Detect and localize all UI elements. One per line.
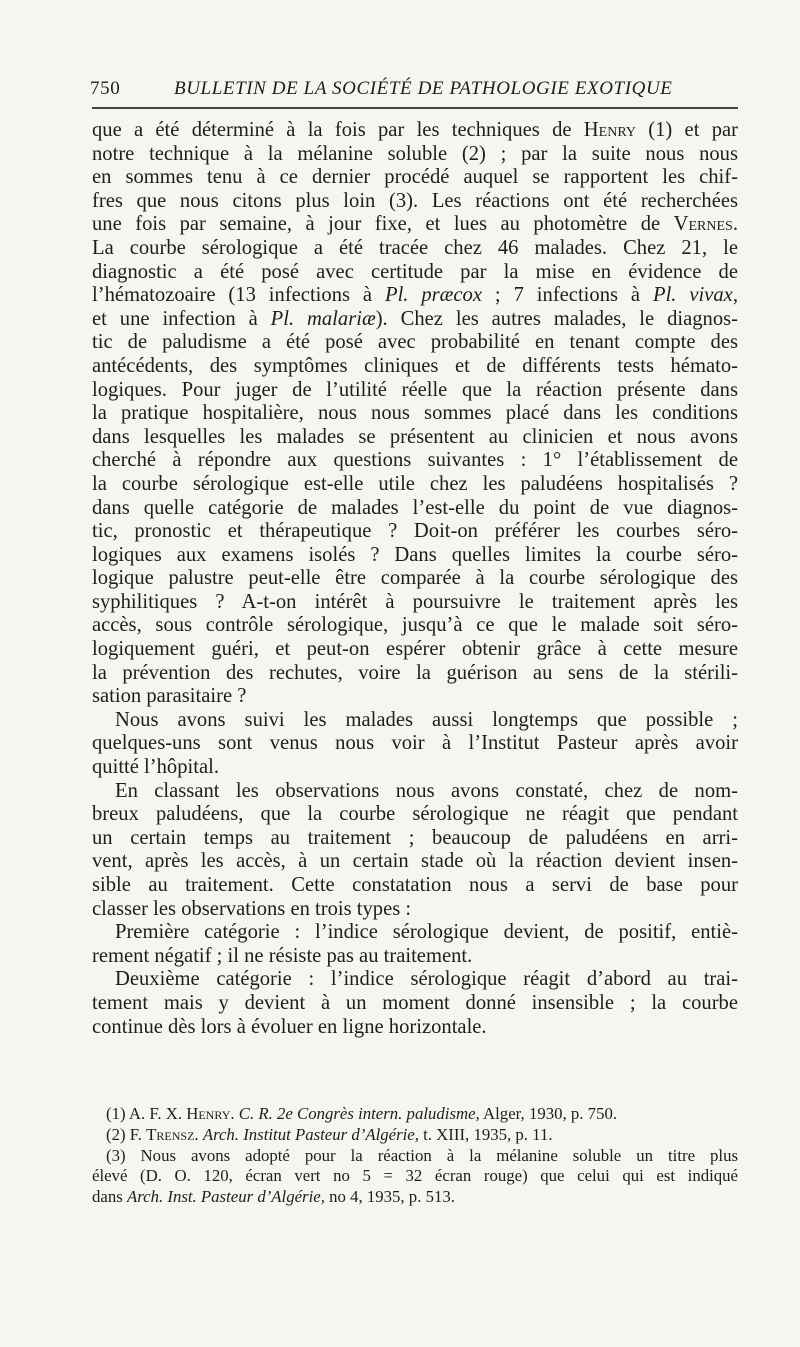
paragraph-first-line: Deuxième catégorie : l’indice sérologique réagit d’abord au trai- <box>115 968 738 991</box>
text-line: la prévention des rechutes, voire la guérison au sens de la stérili- <box>92 661 738 684</box>
text-line: syphilitiques ? A-t-on intérêt à poursuivre le traitement après les <box>92 590 738 613</box>
text-line: logique palustre peut-elle être comparée à la courbe sérologique des <box>92 567 738 590</box>
text-line: sation parasitaire ? <box>92 685 247 708</box>
main-text <box>92 119 738 1039</box>
text-line: cherché à répondre aux questions suivantes : 1° l’établissement de <box>92 449 738 472</box>
paragraph-first-line: Première catégorie : l’indice sérologique devient, de positif, entiè- <box>115 921 738 944</box>
paragraph-first-line: En classant les observations nous avons constaté, chez de nom- <box>115 779 738 802</box>
text-line: dans quelle catégorie de malades l’est-elle du point de vue diagnos- <box>92 496 738 519</box>
footnote-3-line: élevé (D. O. 120, écran vert no 5 = 32 écran rouge) que celui qui est indiqué <box>92 1166 738 1186</box>
text-line: que a été déterminé à la fois par les techniques de Henry (1) et par <box>92 119 738 141</box>
text-line: classer les observations en trois types : <box>92 897 412 920</box>
text-line: diagnostic a été posé avec certitude par la mise en évidence de <box>92 260 738 283</box>
text-line: et une infection à Pl. malariæ). Chez les autres malades, le diagnos- <box>92 307 739 330</box>
text-line: l’hématozoaire (13 infections à Pl. præcox ; 7 infections à Pl. vivax, <box>92 284 738 307</box>
text-line: rement négatif ; il ne résiste pas au traitement. <box>92 944 473 967</box>
footnote-3: (3) Nous avons adopté pour la réaction à la mélanine soluble un titre plus <box>106 1145 738 1165</box>
text-line: logiques. Pour juger de l’utilité réelle que la réaction présente dans <box>92 378 738 401</box>
text-line: fres que nous citons plus loin (3). Les réactions ont été recherchées <box>92 189 738 212</box>
text-line: notre technique à la mélanine soluble (2) ; par la suite nous nous <box>92 142 738 165</box>
text-line: tic, pronostic et thérapeutique ? Doit-on préférer les courbes séro- <box>92 520 738 543</box>
text-line: logiques aux examens isolés ? Dans quelles limites la courbe séro- <box>92 543 738 566</box>
text-line: en sommes tenu à ce dernier procédé auquel se rapportent les chif- <box>92 166 738 189</box>
text-line: tic de paludisme a été posé avec probabilité en tenant compte des <box>92 331 738 354</box>
text-line: un certain temps au traitement ; beaucoup de paludéens en arri- <box>92 826 738 849</box>
text-line: tement mais y devient à un moment donné insensible ; la courbe <box>92 991 738 1014</box>
page-number: 750 <box>90 78 121 99</box>
text-line: La courbe sérologique a été tracée chez 46 malades. Chez 21, le <box>92 236 738 259</box>
footnote-1: (1) A. F. X. Henry. C. R. 2e Congrès intern. paludisme, Alger, 1930, p. 750. <box>106 1104 618 1123</box>
header-rule <box>92 107 738 109</box>
text-line: sible au traitement. Cette constatation nous a servi de base pour <box>92 874 738 896</box>
text-line: la courbe sérologique est-elle utile chez les paludéens hospitalisés ? <box>92 472 738 495</box>
text-line: quelques-uns sont venus nous voir à l’Institut Pasteur après avoir <box>92 732 738 755</box>
text-line: dans lesquelles les malades se présentent au clinicien et nous avons <box>92 425 738 448</box>
text-line: antécédents, des symptômes cliniques et de différents tests hémato- <box>92 354 738 377</box>
text-line: continue dès lors à évoluer en ligne horizontale. <box>92 1015 487 1038</box>
text-line: logiquement guéri, et peut-on espérer obtenir grâce à cette mesure <box>92 638 738 661</box>
running-title: BULLETIN DE LA SOCIÉTÉ DE PATHOLOGIE EXOTIQUE <box>174 78 673 99</box>
text-line: breux paludéens, que la courbe sérologique ne réagit que pendant <box>92 803 738 826</box>
footnote-3-line: dans Arch. Inst. Pasteur d’Algérie, no 4, 1935, p. 513. <box>92 1187 455 1207</box>
page-header <box>90 72 732 102</box>
text-line: une fois par semaine, à jour fixe, et lues au photomètre de Vernes. <box>92 213 738 236</box>
text-line: quitté l’hôpital. <box>92 756 219 779</box>
paragraph-first-line: Nous avons suivi les malades aussi longtemps que possible ; <box>115 708 738 731</box>
footnotes <box>92 1104 738 1208</box>
text-line: accès, sous contrôle sérologique, jusqu’à ce que le malade soit séro- <box>92 614 738 637</box>
text-line: vent, après les accès, à un certain stade où la réaction devient insen- <box>92 850 738 873</box>
footnote-2: (2) F. Trensz. Arch. Institut Pasteur d’Algérie, t. XIII, 1935, p. 11. <box>106 1124 553 1144</box>
text-line: la pratique hospitalière, nous nous sommes placé dans les conditions <box>92 402 738 425</box>
